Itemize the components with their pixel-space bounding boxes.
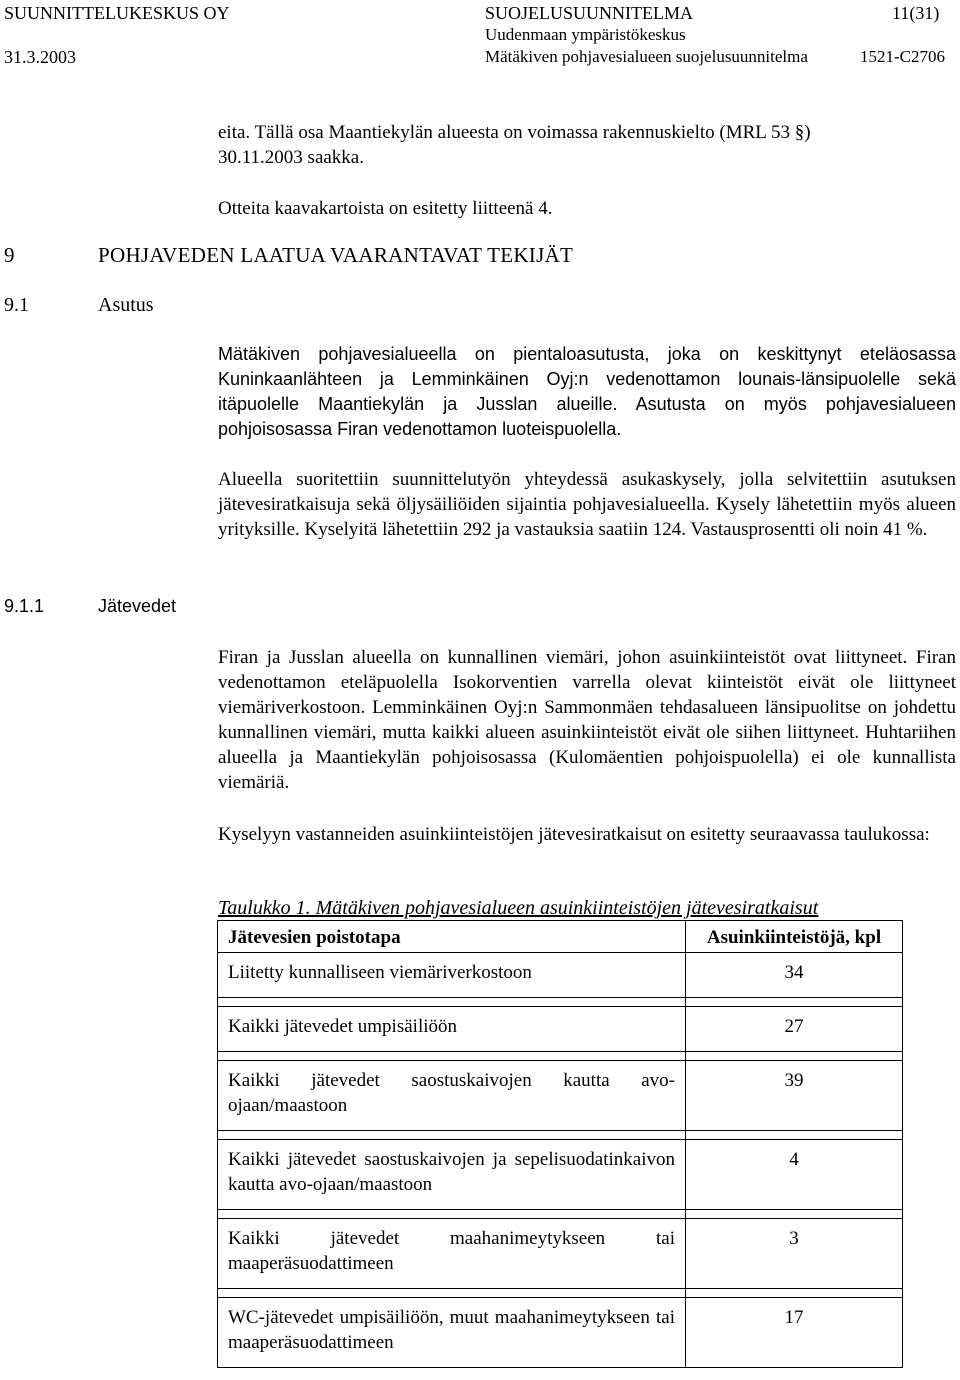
section-9-1-paragraph-1: Mätäkiven pohjavesialueella on pientaloasutusta, joka on keskittynyt eteläosassa Kuninkaanlähteen ja Lemminkäinen Oyj:n vedenottamon lounais-länsipuolelle sekä itäpuolelle Maantiekylän ja Jusslan alueille. Asutusta on myös pohjavesialueen pohjoisosassa Firan vedenottamon luoteispuolella. [218,344,956,439]
section-9-1-number: 9.1 [4,294,29,316]
wastewater-table [217,920,903,1368]
table-cell-method: Kaikki jätevedet umpisäiliöön [218,1007,686,1052]
section-9-1-1-title: Jätevedet [98,596,177,616]
table-cell-method: Kaikki jätevedet saostuskaivojen kautta avo-ojaan/maastoon [218,1061,686,1131]
table-cell-method: Kaikki jätevedet maahanimeytykseen tai maaperäsuodattimeen [218,1219,686,1289]
table-cell-count: 27 [686,1007,903,1052]
table-cell-method: Kaikki jätevedet saostuskaivojen ja sepelisuodatinkaivon kautta avo-ojaan/maastoon [218,1140,686,1210]
header-doc-type: SUOJELUSUUNNITELMA [485,3,693,23]
section-9-1-1-paragraph-1: Firan ja Jusslan alueella on kunnallinen viemäri, johon asuinkiinteistöt ovat liittyneet. Firan vedenottamon eteläpuolella Isokorventien varrella olevat kiinteistöt eivät ole liittyneet viemäriverkostoon. Lemminkäinen Oyj:n Sammonmäen tehdasalueen länsipuolitse on johdettu kunnallinen viemäri, mutta kaikki alueen asuinkiinteistöt eivät ole siihen liittyneet. Huhtariihen alueella ja Maantiekylän pohjoisosassa (Kulomäentien pohjoispuolella) ei ole kunnallista viemäriä. [218,647,956,793]
header-page-number: 11(31) [892,3,940,23]
header-doc-code: 1521-C2706 [860,47,945,66]
section-9-title: POHJAVEDEN LAATUA VAARANTAVAT TEKIJÄT [98,243,574,267]
table-caption: Taulukko 1. Mätäkiven pohjavesialueen asuinkiinteistöjen jätevesiratkaisut [218,897,819,919]
table-cell-count: 3 [686,1219,903,1289]
table-cell-count: 17 [686,1298,903,1368]
table-row [218,1298,903,1368]
intro-line-1: eita. Tällä osa Maantiekylän alueesta on voimassa rakennuskielto (MRL 53 §) [218,122,811,143]
section-9-number: 9 [4,243,15,267]
table-cell-count: 4 [686,1140,903,1210]
table-cell-method: WC-jätevedet umpisäiliöön, muut maahanimeytykseen tai maaperäsuodattimeen [218,1298,686,1368]
section-9-1-1-paragraph-2: Kyselyyn vastanneiden asuinkiinteistöjen jätevesiratkaisut on esitetty seuraavassa taulukossa: [218,824,930,845]
table-row [218,1219,903,1289]
header-doc-title: Mätäkiven pohjavesialueen suojelusuunnitelma [485,47,808,66]
table-cell-count: 34 [686,953,903,998]
table-row [218,953,903,998]
table-cell-method: Liitetty kunnalliseen viemäriverkostoon [218,953,686,998]
header-date: 31.3.2003 [4,47,76,67]
header-company: SUUNNITTELUKESKUS OY [4,3,230,23]
section-9-1-title: Asutus [98,294,154,316]
table-header-method: Jätevesien poistotapa [218,921,686,953]
header-client: Uudenmaan ympäristökeskus [485,25,686,44]
table-header-row [218,921,903,953]
table-row [218,1140,903,1210]
table-cell-count: 39 [686,1061,903,1131]
table-header-count: Asuinkiinteistöjä, kpl [686,921,903,953]
table-row [218,1007,903,1052]
section-9-1-1-number: 9.1.1 [4,596,45,616]
intro-line-2: 30.11.2003 saakka. [218,147,364,168]
intro-note: Otteita kaavakartoista on esitetty liitteenä 4. [218,198,553,219]
section-9-1-paragraph-2: Alueella suoritettiin suunnittelutyön yhteydessä asukaskysely, jolla selvitettiin asutuksen jätevesiratkaisuja sekä öljysäiliöiden sijaintia pohjavesialueella. Kysely lähetettiin myös alueen yrityksille. Kyselyitä lähetettiin 292 ja vastauksia saatiin 124. Vastausprosentti oli noin 41 %. [218,469,956,540]
table-row [218,1061,903,1131]
